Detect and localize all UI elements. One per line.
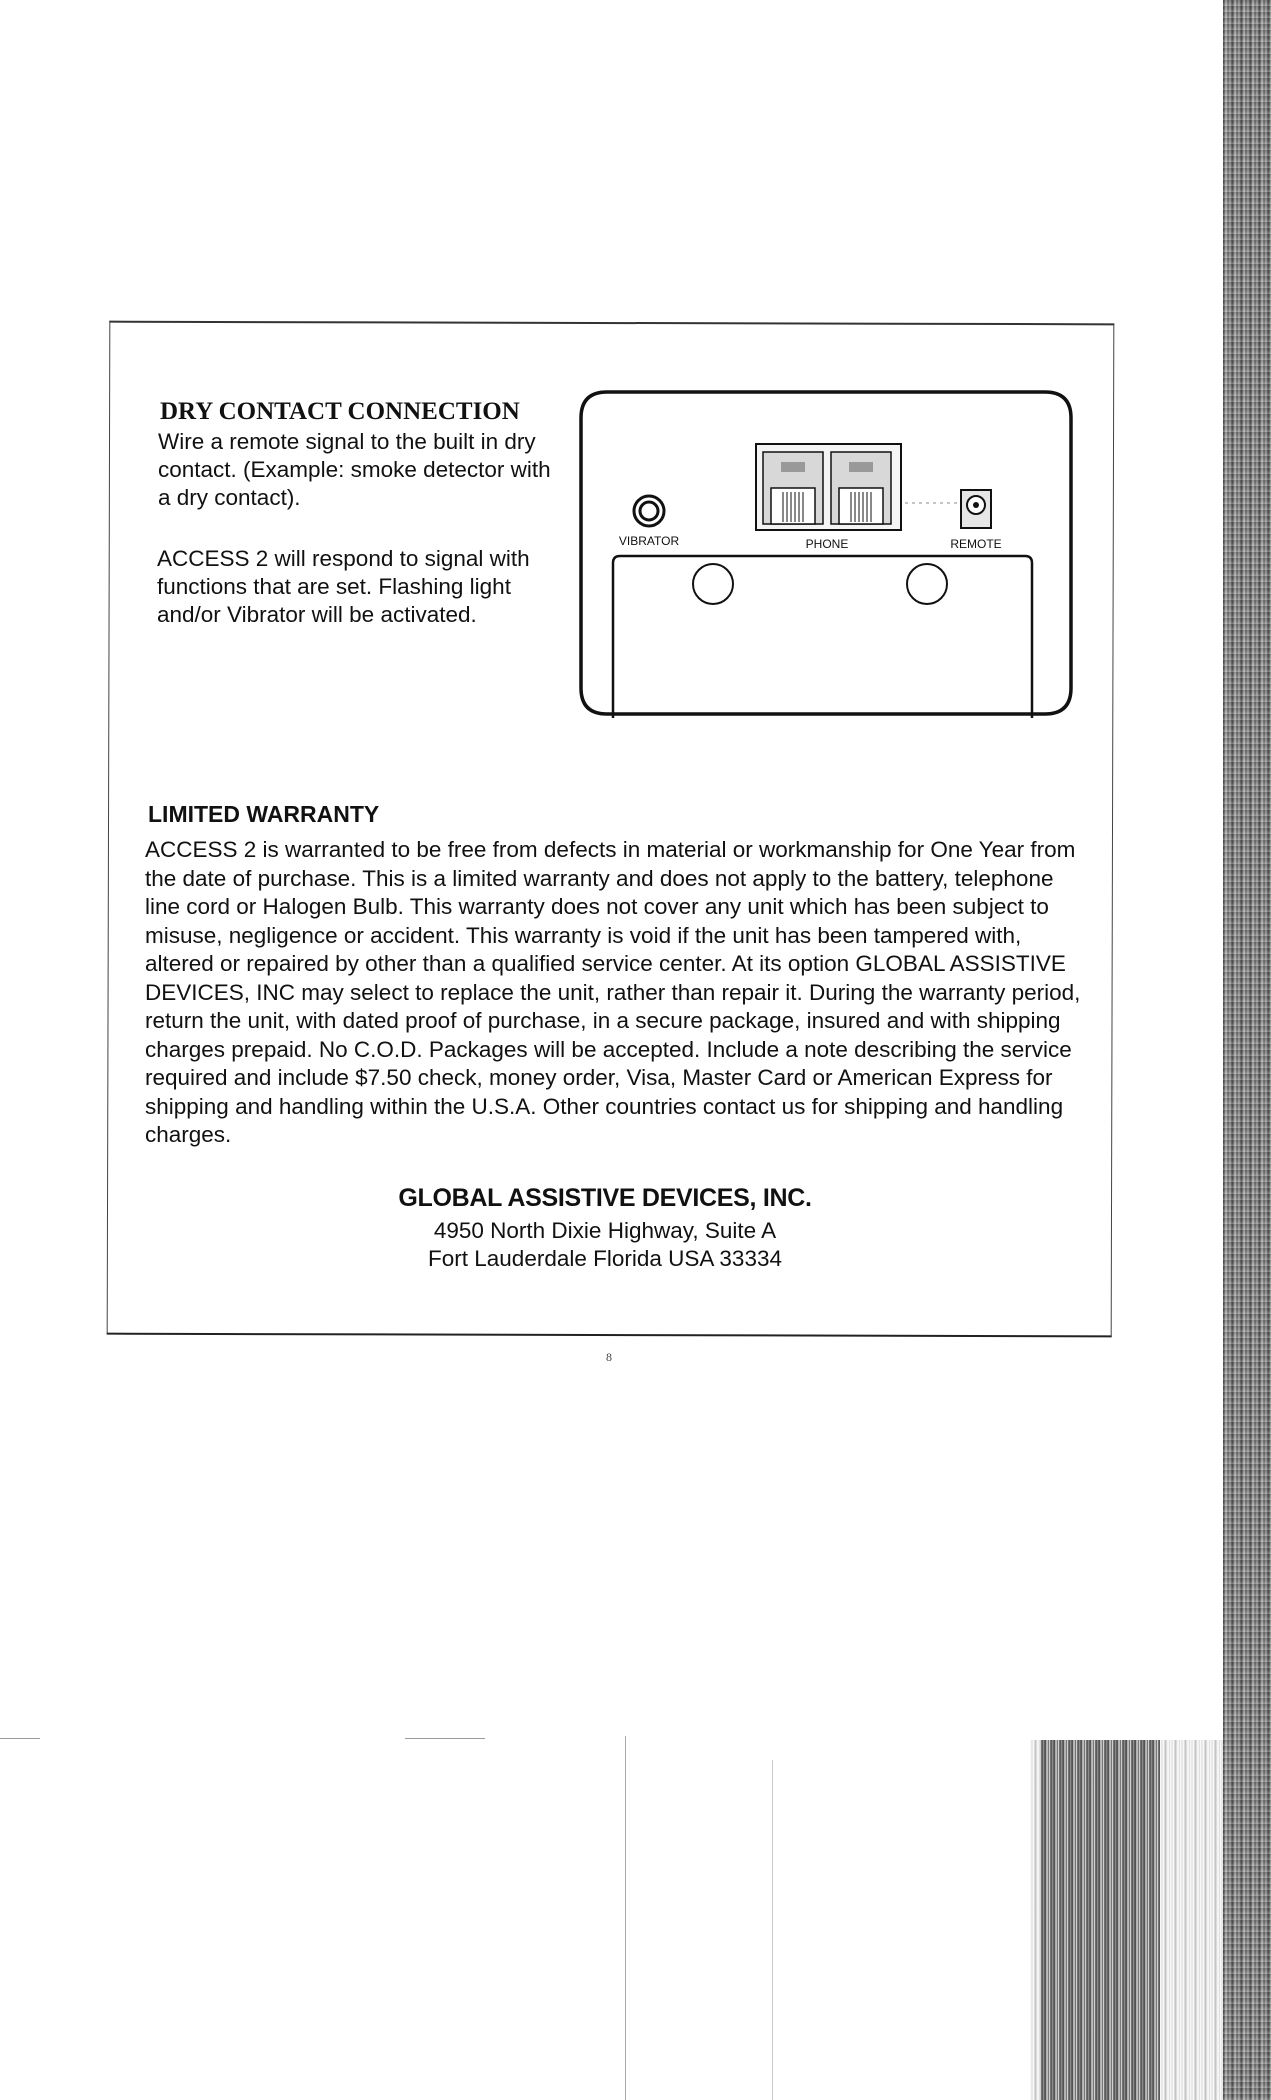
mounting-hole	[693, 564, 733, 604]
warranty-title: LIMITED WARRANTY	[148, 801, 380, 827]
panel-housing	[581, 392, 1071, 714]
warranty-text: ACCESS 2 is warranted to be free from defects in material or workmanship for One Year from the date of purchase. This is a limited warranty and does not apply to the battery, telephone line cord or Halogen Bulb. This warranty does not cover any unit which has been subject to misuse, negligence or accident. This warranty is void if the unit has been tampered with, altered or repaired by other than a qualified service center. At its option GLOBAL ASSISTIVE DEVICES, INC may select to replace the unit, rather than repair it. During the warranty period, return the unit, with dated proof of purchase, in a secure package, insured and with shipping charges prepaid. No C.O.D. Packages will be accepted. Include a note describing the service required and include $7.50 check, money order, Visa, Master Card or American Express for shipping and handling within the U.S.A. Other countries contact us for shipping and handling charges.	[145, 837, 1081, 1147]
remote-label: REMOTE	[950, 537, 1002, 551]
panel-compartment	[613, 556, 1032, 718]
dry-contact-response: ACCESS 2 will respond to signal with functions that are set. Flashing light and/or Vibrator will be activated.	[157, 546, 530, 627]
phone-jack-icon	[756, 444, 901, 530]
mounting-hole	[907, 564, 947, 604]
scan-edge-noise	[1223, 0, 1271, 2100]
vibrator-label: VIBRATOR	[618, 534, 680, 548]
scan-artifact-line	[0, 1738, 40, 1739]
scan-artifact-line	[625, 1736, 626, 2100]
remote-jack-icon	[961, 490, 991, 528]
scan-bottom-noise-dark	[1040, 1740, 1160, 2100]
scan-artifact-line	[405, 1738, 485, 1739]
phone-label: PHONE	[805, 537, 849, 551]
rear-panel-diagram	[575, 388, 1080, 720]
page-number: 8	[606, 1350, 612, 1364]
dry-contact-description: Wire a remote signal to the built in dry contact. (Example: smoke detector with a dry contact).	[158, 429, 551, 510]
company-address-line1: 4950 North Dixie Highway, Suite A	[433, 1218, 777, 1243]
dry-contact-title: DRY CONTACT CONNECTION	[160, 398, 520, 425]
vibrator-jack-icon	[634, 496, 664, 526]
company-name: GLOBAL ASSISTIVE DEVICES, INC.	[398, 1184, 812, 1212]
scan-artifact-line	[772, 1760, 773, 2100]
company-block	[300, 1184, 910, 1273]
company-address-line2: Fort Lauderdale Florida USA 33334	[428, 1246, 782, 1271]
